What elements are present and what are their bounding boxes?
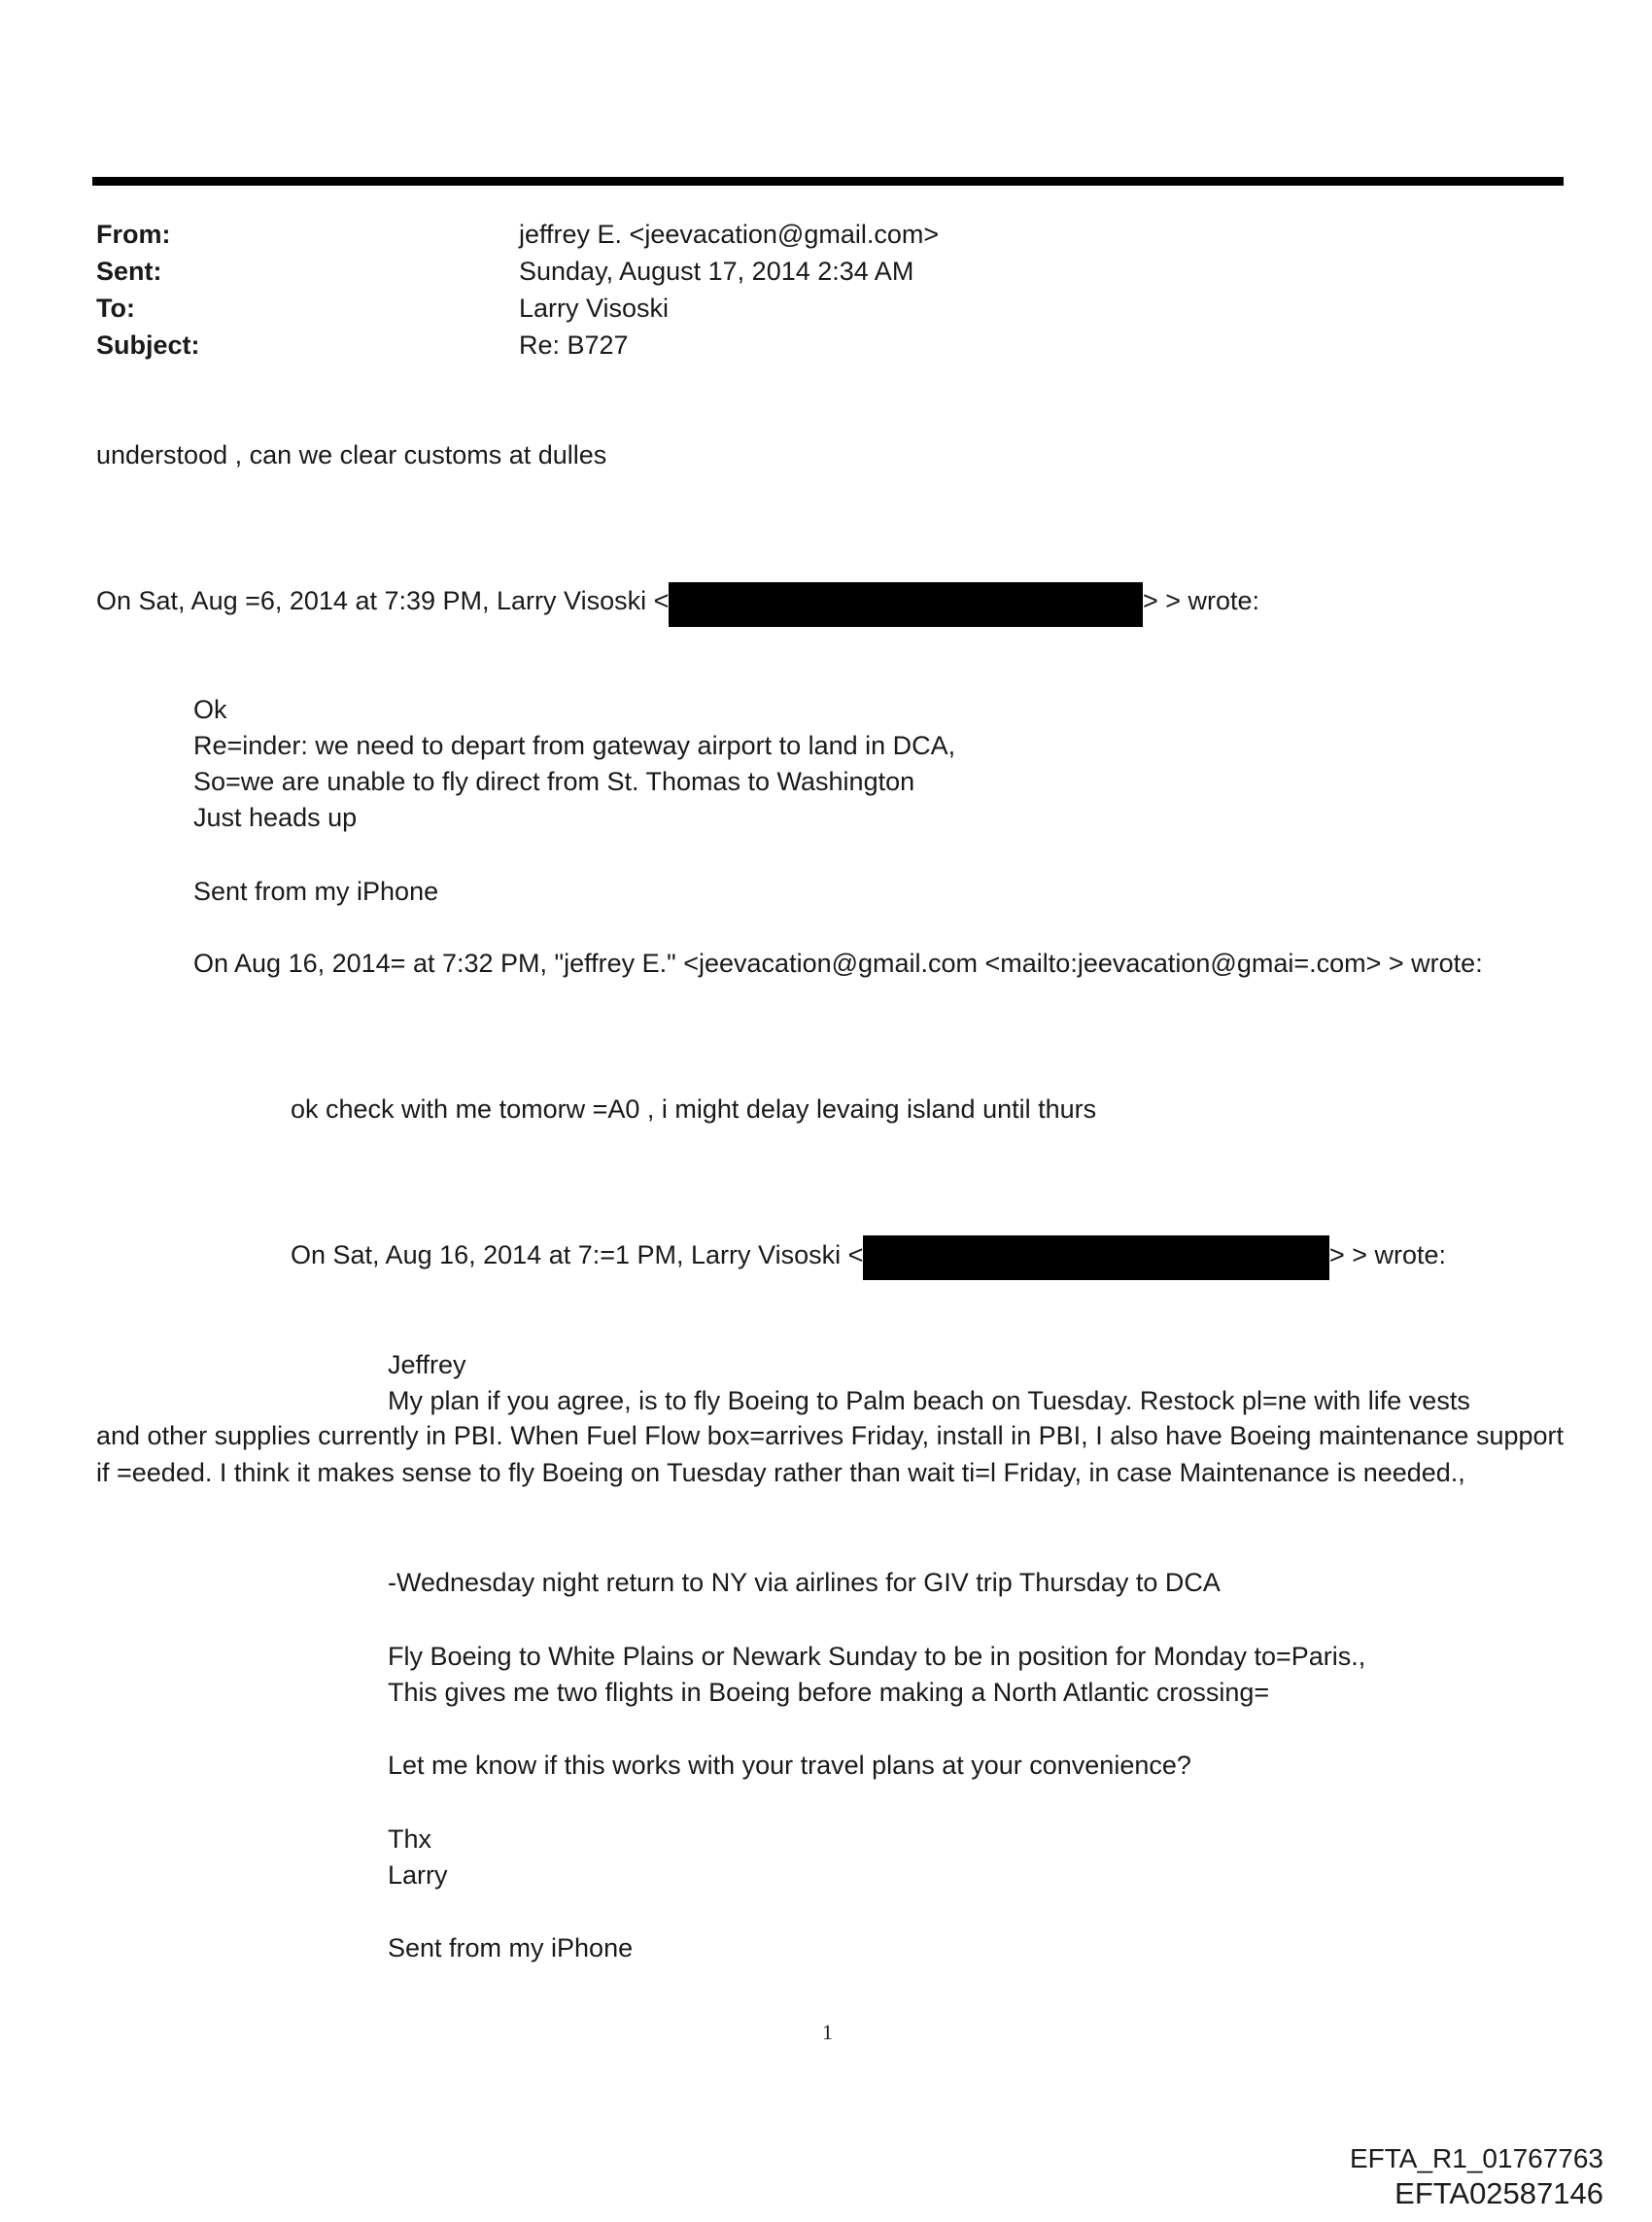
quote1-intro: On Sat, Aug =6, 2014 at 7:39 PM, Larry Visoski <: [96, 586, 670, 615]
redaction-bar: [669, 582, 1143, 627]
to-value: Larry Visoski: [519, 294, 670, 323]
quote2-text: ok check with me tomorw =A0 , i might delay levaing island until thurs: [291, 1094, 1097, 1124]
quote3-greeting: Jeffrey: [388, 1350, 466, 1379]
to-label: To:: [96, 294, 135, 323]
from-label: From:: [96, 220, 171, 249]
quote2-intro: On Aug 16, 2014= at 7:32 PM, "jeffrey E." <jeevacation@gmail.com <mailto:jeevacation@gmai=.com> > wrote:: [193, 949, 1483, 978]
quote3-name: Larry: [388, 1860, 448, 1890]
quote3-fly-line: This gives me two flights in Boeing before making a North Atlantic crossing=: [388, 1678, 1270, 1707]
sent-label: Sent:: [96, 257, 162, 286]
quote3-signature: Sent from my iPhone: [388, 1933, 634, 1962]
subject-label: Subject:: [96, 330, 200, 360]
redaction-bar: [863, 1235, 1329, 1280]
quote3-paragraph-rest: and other supplies currently in PBI. When Fuel Flow box=arrives Friday, install in PBI, I also have Boeing maintenance support if =eeded. I think it makes sense to fly Boeing on Tuesday rather than wait ti=l Friday, in case Maintenance is needed.,: [96, 1421, 1565, 1487]
page-number: 1: [822, 2020, 833, 2044]
header-top-rule: [92, 177, 1564, 186]
quote1-line: So=we are unable to fly direct from St. Thomas to Washington: [193, 767, 915, 796]
quote3-thanks: Thx: [388, 1824, 432, 1854]
bates-number: EFTA_R1_01767763: [1350, 2143, 1603, 2173]
subject-value: Re: B727: [519, 330, 629, 360]
quote3-question: Let me know if this works with your travel plans at your convenience?: [388, 1751, 1191, 1780]
bates-number: EFTA02587146: [1394, 2176, 1603, 2210]
from-value: jeffrey E. <jeevacation@gmail.com>: [519, 220, 940, 249]
quote1-line: Re=inder: we need to depart from gateway airport to land in DCA,: [193, 731, 956, 760]
sent-value: Sunday, August 17, 2014 2:34 AM: [519, 257, 914, 286]
quote3-intro: On Sat, Aug 16, 2014 at 7:=1 PM, Larry Visoski <: [291, 1240, 864, 1269]
quote1-line: Ok: [193, 695, 227, 724]
quote1-signature: Sent from my iPhone: [193, 877, 439, 906]
quote3-wednesday-line: -Wednesday night return to NY via airlines for GIV trip Thursday to DCA: [388, 1568, 1221, 1597]
reply-text: understood , can we clear customs at dulles: [96, 440, 607, 469]
quote1-line: Just heads up: [193, 803, 358, 832]
quote3-intro-wrote: > > wrote:: [1329, 1240, 1447, 1269]
quote3-fly-line: Fly Boeing to White Plains or Newark Sunday to be in position for Monday to=Paris.,: [388, 1642, 1366, 1671]
quote1-intro-wrote: > > wrote:: [1143, 586, 1260, 615]
quote3-paragraph-first-line: My plan if you agree, is to fly Boeing to Palm beach on Tuesday. Restock pl=ne with life vests: [388, 1386, 1470, 1415]
